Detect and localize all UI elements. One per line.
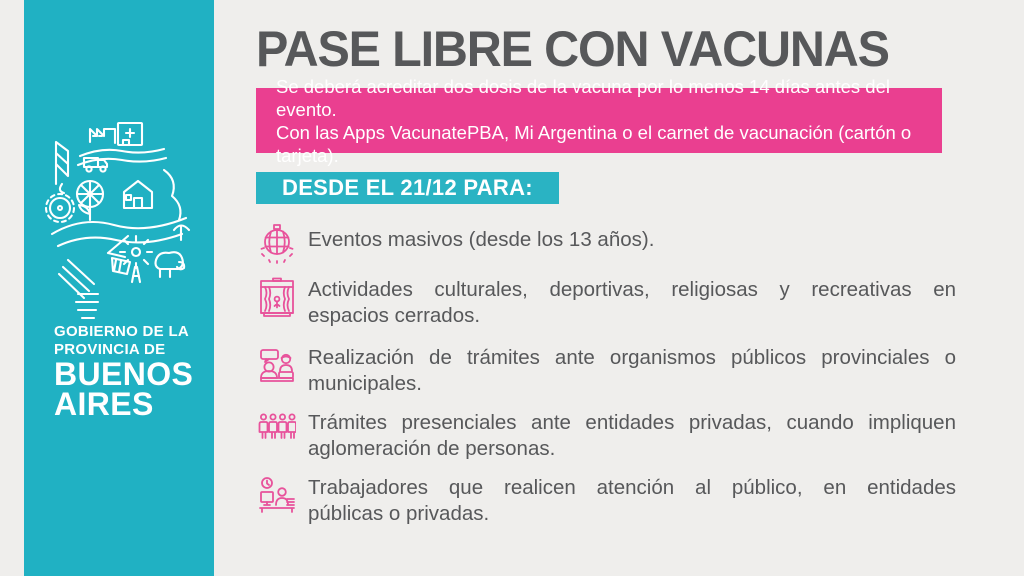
counter-attention-icon — [258, 345, 296, 387]
government-wordmark — [54, 323, 194, 422]
attention-worker-icon — [258, 475, 296, 517]
item-text-line-1: Trámites presenciales ante entidades privadas, cuando impliquen — [308, 411, 956, 434]
list-item-eventos-masivos — [258, 227, 956, 265]
item-text-line-1: Realización de trámites ante organismos públicos provinciales o — [308, 346, 956, 369]
item-text-line-2: espacios cerrados. — [308, 304, 481, 327]
page-title: PASE LIBRE CON VACUNAS — [256, 21, 889, 77]
list-item-actividades-culturales — [258, 277, 956, 329]
province-map-logo — [44, 110, 196, 324]
theater-stage-icon — [258, 277, 296, 319]
item-text-line-2: públicas o privadas. — [308, 502, 490, 525]
sidebar — [24, 0, 214, 576]
org-line-1: GOBIERNO DE LA — [54, 323, 190, 340]
item-text: Eventos masivos (desde los 13 años). — [308, 228, 655, 251]
org-line-3: BUENOS — [54, 356, 194, 392]
date-badge: DESDE EL 21/12 PARA: — [256, 172, 559, 204]
requirements-banner — [256, 75, 942, 166]
queue-people-icon — [258, 410, 296, 452]
list-item-trabajadores-atencion — [258, 475, 956, 527]
org-line-2: PROVINCIA DE — [54, 341, 166, 358]
list-item-tramites-publicos — [258, 345, 956, 397]
banner-line-2: Con las Apps VacunatePBA, Mi Argentina o el carnet de vacunación (cartón o tarjeta). — [276, 121, 912, 166]
list-item-tramites-privados — [258, 410, 956, 462]
disco-ball-icon — [258, 223, 296, 265]
item-text-line-1: Actividades culturales, deportivas, religiosas y recreativas en — [308, 278, 956, 301]
org-line-4: AIRES — [54, 386, 154, 422]
banner-line-1: Se deberá acreditar dos dosis de la vacuna por lo menos 14 días antes del evento. — [276, 75, 890, 120]
item-text-line-1: Trabajadores que realicen atención al público, en entidades — [308, 476, 956, 499]
item-text-line-2: aglomeración de personas. — [308, 437, 556, 460]
item-text-line-2: municipales. — [308, 372, 422, 395]
